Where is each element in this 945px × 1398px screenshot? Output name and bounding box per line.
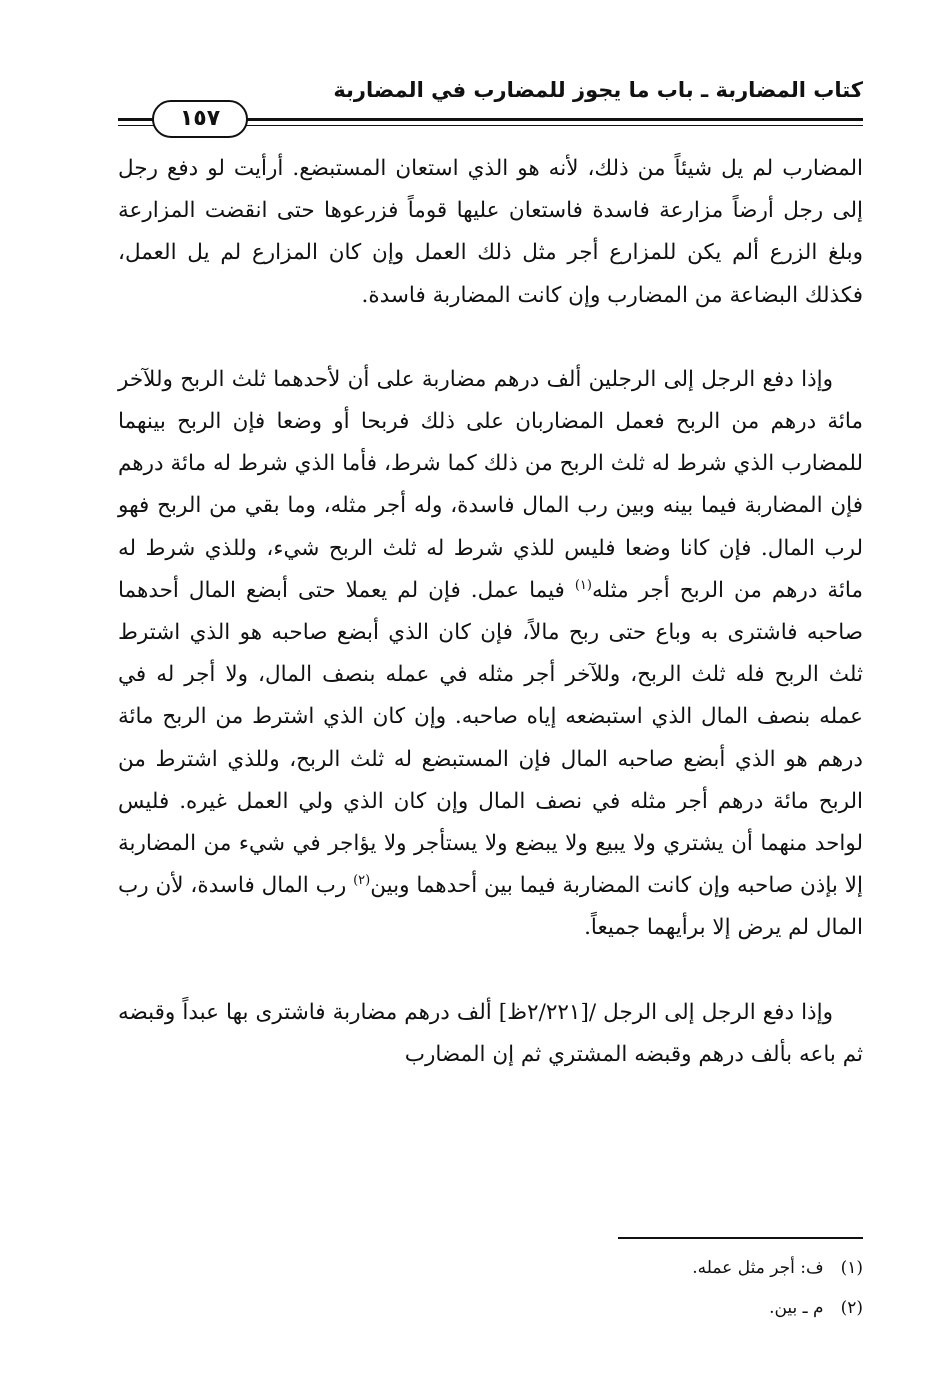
footnotes — [692, 1248, 863, 1328]
footnote-number: (٢) — [840, 1298, 863, 1318]
paragraph-text: رب المال فاسدة، لأن رب المال لم يرض إلا برأيهما جميعاً. — [118, 873, 863, 941]
footnote-number: (١) — [840, 1258, 863, 1278]
page-number-badge: ١٥٧ — [152, 100, 248, 138]
main-text — [118, 148, 863, 1076]
footnote-ref-2[interactable]: (٢) — [353, 873, 371, 889]
paragraph-text: وإذا دفع الرجل إلى الرجلين ألف درهم مضاربة على أن لأحدهما ثلث الربح وللآخر مائة درهم من الربح فعمل المضاربان على ذلك فربحا أو وضعا فإن الربح بينهما للمضارب الذي شرط له ثلث الربح من ذلك كما شرط، فأما الذي شرط له مائة درهم فإن المضاربة فيما بينه وبين رب المال فاسدة، وله أجر مثله، وما بقي من الربح فهو لرب المال. فإن كانا وضعا فليس للذي شرط له ثلث الربح شيء، وللذي شرط له مائة درهم من الربح أجر مثله — [118, 366, 864, 603]
footnote-ref-1[interactable]: (١) — [574, 577, 592, 593]
running-header-title: كتاب المضاربة ـ باب ما يجوز للمضارب في المضاربة — [333, 78, 863, 102]
footnote-2 — [692, 1288, 863, 1328]
paragraph-text: المضارب لم يل شيئاً من ذلك، لأنه هو الذي استعان المستبضع. أرأيت لو دفع رجل إلى رجل أرضاً مزارعة فاسدة فاستعان عليها قوماً فزرعوها حتى انقضت المزارعة وبلغ الزرع ألم يكن للمزارع أجر مثل ذلك العمل وإن كان المزارع لم يل العمل، فكذلك البضاعة من المضارب وإن كانت المضاربة فاسدة. — [118, 156, 863, 308]
paragraph-1 — [118, 148, 863, 317]
paragraph-2 — [118, 359, 863, 950]
paragraph-text: وإذا دفع الرجل إلى الرجل /[٢/٢٢١ظ] ألف درهم مضاربة فاشترى بها عبداً وقبضه ثم باعه بألف درهم وقبضه المشتري ثم إن المضارب — [118, 999, 863, 1067]
footnote-separator — [618, 1237, 863, 1239]
footnote-text: م ـ بين. — [769, 1298, 824, 1318]
paragraph-3 — [118, 992, 863, 1076]
paragraph-text: فيما عمل. فإن لم يعملا حتى أبضع المال أحدهما صاحبه فاشترى به وباع حتى ربح مالاً، فإن كان الذي أبضع صاحبه هو الذي اشترط ثلث الربح فله ثلث الربح، وللآخر أجر مثله في عمله بنصف المال، ولا أجر له في عمله بنصف المال الذي استبضعه إياه صاحبه. وإن كان الذي اشترط من الربح مائة درهم هو الذي أبضع صاحبه المال فإن المستبضع له ثلث الربح، وللذي اشترط من الربح مائة درهم أجر مثله في نصف المال وإن كان الذي ولي العمل غيره. فليس لواحد منهما أن يشتري ولا يبيع ولا يبضع ولا يستأجر ولا يؤاجر في شيء من المضاربة إلا بإذن صاحبه وإن كانت المضاربة فيما بين أحدهما وبين — [118, 577, 864, 899]
footnote-text: ف: أجر مثل عمله. — [692, 1258, 824, 1278]
footnote-1 — [692, 1248, 863, 1288]
